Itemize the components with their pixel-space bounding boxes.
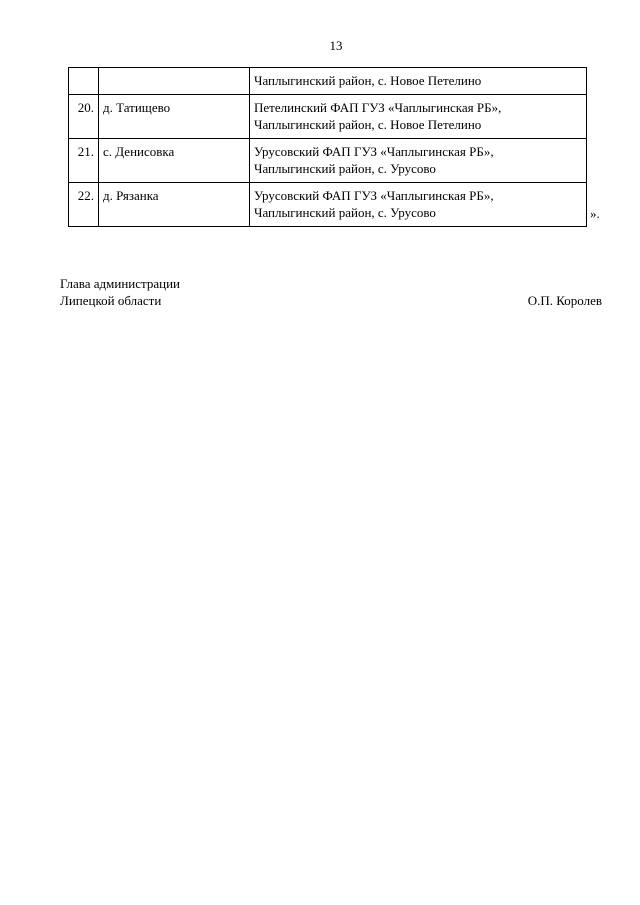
row-number: 22. xyxy=(69,183,99,227)
signatory-title xyxy=(60,275,180,309)
fap-address xyxy=(250,95,587,139)
row-number: 20. xyxy=(69,95,99,139)
table-row xyxy=(69,183,587,227)
fap-table xyxy=(68,67,587,227)
signatory-title-line: Липецкой области xyxy=(60,293,162,308)
fap-address-line: Урусовский ФАП ГУЗ «Чаплыгинская РБ», xyxy=(254,144,494,159)
village-name: д. Рязанка xyxy=(99,183,250,227)
table-row xyxy=(69,95,587,139)
row-number xyxy=(69,68,99,95)
closing-quote: ». xyxy=(590,206,600,221)
village-name xyxy=(99,68,250,95)
village-name: д. Татищево xyxy=(99,95,250,139)
fap-address-line: Чаплыгинский район, с. Урусово xyxy=(254,161,436,176)
fap-address-line: Чаплыгинский район, с. Новое Петелино xyxy=(254,73,482,88)
fap-address xyxy=(250,68,587,95)
row-number: 21. xyxy=(69,139,99,183)
table-row xyxy=(69,68,587,95)
page-number: 13 xyxy=(329,38,343,53)
table-row xyxy=(69,139,587,183)
village-name: с. Денисовка xyxy=(99,139,250,183)
fap-address-line: Урусовский ФАП ГУЗ «Чаплыгинская РБ», xyxy=(254,188,494,203)
fap-address-line: Чаплыгинский район, с. Новое Петелино xyxy=(254,117,482,132)
fap-address xyxy=(250,183,587,227)
fap-address-line: Петелинский ФАП ГУЗ «Чаплыгинская РБ», xyxy=(254,100,502,115)
signatory-name: О.П. Королев xyxy=(527,293,602,308)
signatory-title-line: Глава администрации xyxy=(60,276,181,291)
fap-address xyxy=(250,139,587,183)
fap-address-line: Чаплыгинский район, с. Урусово xyxy=(254,205,436,220)
